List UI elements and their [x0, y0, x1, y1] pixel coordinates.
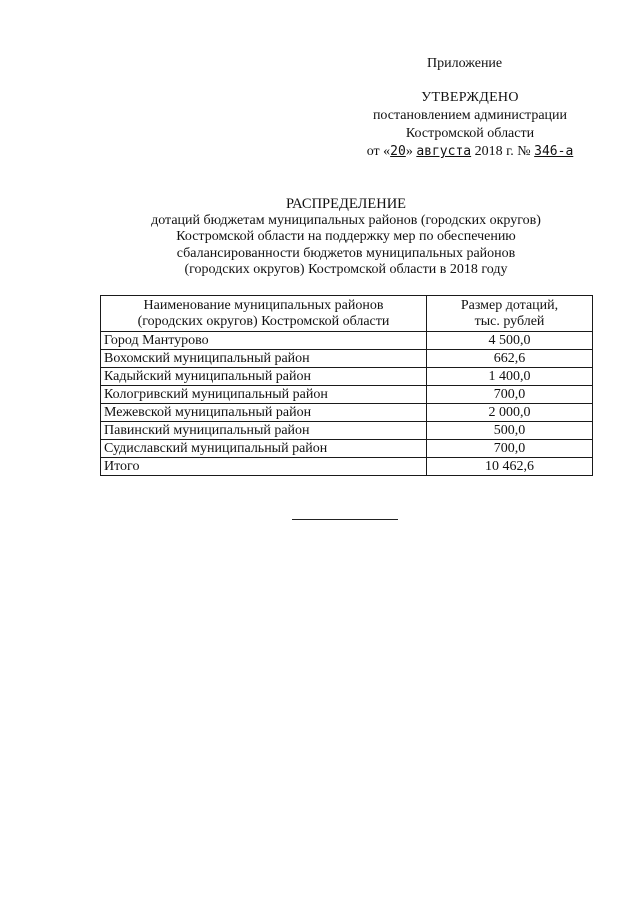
- table-row: [101, 332, 593, 350]
- approved-label: УТВЕРЖДЕНО: [421, 90, 519, 105]
- header-amount-line: Размер дотаций,: [460, 297, 559, 313]
- closing-rule: [292, 519, 398, 520]
- table-row: [101, 368, 593, 386]
- table-row: [101, 350, 593, 368]
- table-header-row: [101, 296, 593, 332]
- district-name: Судиславский муниципальный район: [101, 440, 427, 458]
- header-amount: [427, 296, 593, 332]
- district-name: Кологривский муниципальный район: [101, 386, 427, 404]
- header-amount-line: тыс. рублей: [474, 313, 545, 329]
- date-prefix: от «: [366, 144, 391, 159]
- table-row: [101, 440, 593, 458]
- table-row: [101, 404, 593, 422]
- title-heading: РАСПРЕДЕЛЕНИЕ: [285, 196, 407, 212]
- table-row: [101, 422, 593, 440]
- appendix-label: Приложение: [427, 56, 503, 71]
- district-name: Кадыйский муниципальный район: [101, 368, 427, 386]
- resolution-line: постановлением администрации: [372, 108, 568, 123]
- district-name: Павинский муниципальный район: [101, 422, 427, 440]
- district-name: Межевской муниципальный район: [101, 404, 427, 422]
- subsidy-amount: 700,0: [427, 386, 593, 404]
- subsidy-amount: 2 000,0: [427, 404, 593, 422]
- header-name-line: (городских округов) Костромской области: [137, 313, 390, 329]
- date-mid: »: [405, 144, 417, 159]
- title-line: дотаций бюджетам муниципальных районов (городских округов): [151, 212, 541, 228]
- total-amount: 10 462,6: [427, 458, 593, 476]
- document-title: [100, 196, 592, 279]
- resolution-date: [355, 143, 585, 161]
- subsidy-amount: 1 400,0: [427, 368, 593, 386]
- title-line: Костромской области на поддержку мер по обеспечению: [176, 229, 516, 244]
- subsidy-amount: 700,0: [427, 440, 593, 458]
- table-row: [101, 386, 593, 404]
- date-day: 20: [390, 144, 406, 159]
- date-year: 2018 г. №: [471, 144, 535, 159]
- title-line: сбалансированности бюджетов муниципальных районов: [176, 245, 516, 261]
- subsidy-table: [100, 295, 593, 476]
- header-name-line: Наименование муниципальных районов: [143, 297, 384, 313]
- subsidy-amount: 4 500,0: [427, 332, 593, 350]
- date-month: августа: [416, 144, 472, 159]
- subsidy-amount: 500,0: [427, 422, 593, 440]
- district-name: Город Мантурово: [101, 332, 427, 350]
- title-line: (городских округов) Костромской области в 2018 году: [184, 262, 508, 277]
- district-name: Вохомский муниципальный район: [101, 350, 427, 368]
- subsidy-amount: 662,6: [427, 350, 593, 368]
- total-label: Итого: [101, 458, 427, 476]
- region-line: Костромской области: [405, 126, 535, 141]
- total-row: [101, 458, 593, 476]
- header-name: [101, 296, 427, 332]
- approval-block: [355, 89, 585, 161]
- doc-number: 346-а: [534, 144, 574, 159]
